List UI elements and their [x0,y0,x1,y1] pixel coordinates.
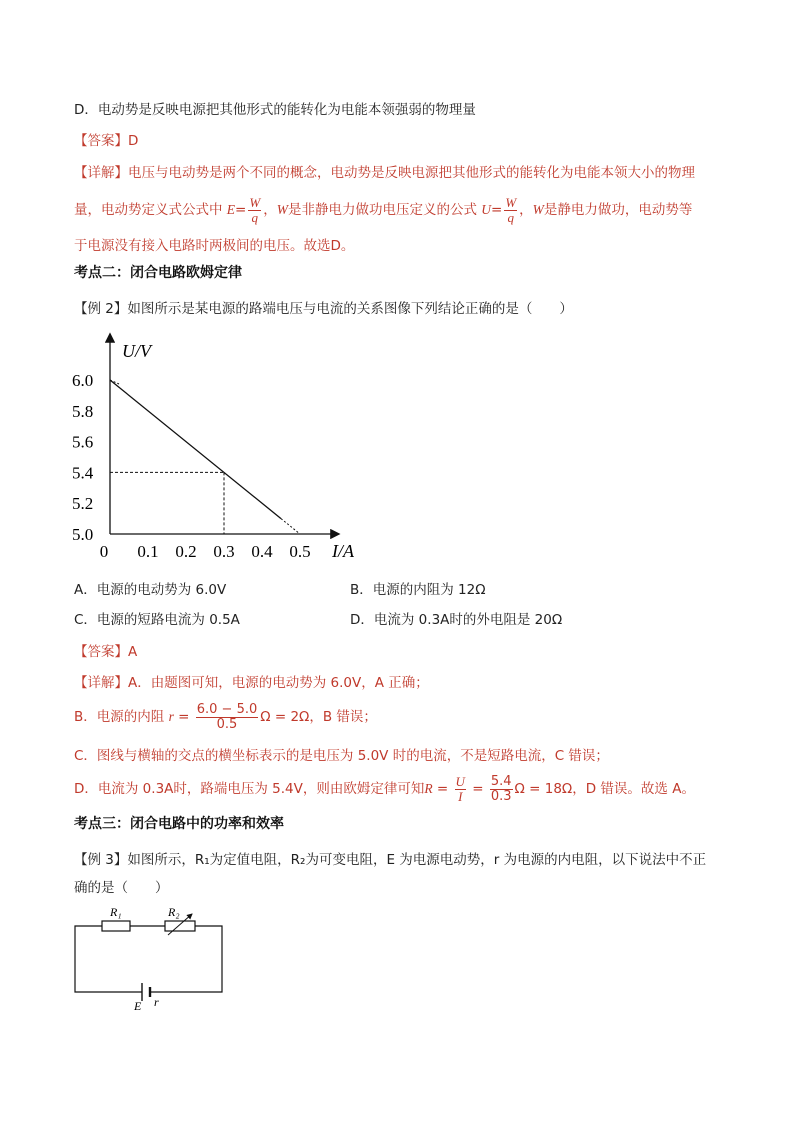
fraction-w-over-q [504,196,517,225]
wire [75,926,222,992]
y-tick-label: 5.2 [72,494,94,514]
detail-text: 是静电力做功，电动势等 [543,202,693,218]
detail-2-line-c: C．图线与横轴的交点的横坐标表示的是电压为 5.0V 时的电流，不是短路电流，C 错误； [74,748,609,764]
option-b[interactable]: B．电源的内阻为 12Ω [350,582,486,598]
resistor-r2 [165,921,195,931]
numerator: 6.0 − 5.0 [196,701,258,717]
example-2-question: 【例 2】如图所示是某电源的路端电压与电流的关系图像下列结论正确的是（ ） [74,301,573,317]
numerator: U [455,773,465,789]
answer-value: A [128,644,138,660]
fraction-values [490,775,513,804]
comma: ， [519,202,533,218]
detail-text: Ω = 2Ω，B 错误； [260,709,377,725]
fraction-u-over-i [455,775,466,804]
fraction-w-over-q [248,196,261,225]
y-tick-label: 5.0 [72,525,94,544]
denominator: I [458,788,463,804]
label-r: r [154,995,159,1009]
section-heading-2: 考点二：闭合电路欧姆定律 [74,265,242,281]
y-tick-label: 5.6 [72,432,94,452]
option-c[interactable]: C．电源的短路电流为 0.5A [74,612,240,628]
fraction-internal-resistance [196,703,259,732]
detail-tag: 【详解】 [74,165,128,181]
detail-text: B．电源的内阻 [74,709,169,725]
example-3-line-2: 确的是（ ） [74,880,169,896]
detail-2-line-d [74,772,695,806]
x-tick-label: 0.1 [137,542,159,561]
option-a[interactable]: A．电源的电动势为 6.0V [74,582,227,598]
denominator: 0.3 [490,788,512,804]
comma: ， [263,202,277,218]
x-tick-label: 0.3 [213,542,235,561]
x-tick-label: 0.2 [175,542,197,561]
section-heading-3: 考点三：闭合电路中的功率和效率 [74,816,284,832]
equals: = [432,781,453,797]
x-tick-label: 0.4 [251,542,273,561]
y-tick-label: 5.4 [72,463,94,483]
detail-text: Ω = 18Ω，D 错误。故选 A。 [514,781,695,797]
detail-text: 量，电动势定义式公式中 [74,202,227,218]
x-axis-label: I/A [332,541,354,561]
denominator: q [251,209,259,225]
var-u: U [481,202,491,217]
y-tick-label: 6.0 [72,371,94,390]
detail-text: A．由题图可知，电源的电动势为 6.0V，A 正确； [128,675,429,691]
var-w: W [276,202,288,217]
var-w: W [532,202,544,217]
var-e: E [226,202,236,217]
option-d[interactable]: D．电流为 0.3A时的外电阻是 20Ω [350,612,563,628]
detail-2-line-a [74,673,429,693]
dashed-extension [281,519,300,534]
option-d-text: D．电动势是反映电源把其他形式的能转化为电能本领强弱的物理量 [74,102,476,118]
denominator: q [507,209,514,225]
answer-tag: 【答案】 [74,133,128,149]
detail-1-line-3: 于电源没有接入电路时两极间的电压。故选D。 [74,238,355,254]
example-3-line-1: 【例 3】如图所示，R₁为定值电阻，R₂为可变电阻，E 为电源电动势，r 为电源的内电阻，以下说法中不正 [74,852,707,868]
detail-2-line-b [74,700,377,734]
x-tick-label: 0 [99,542,109,561]
detail-1-line-1 [74,163,695,183]
y-axis-label: U/V [122,341,151,361]
answer-1 [74,131,138,151]
circuit-diagram [70,902,230,1012]
resistor-r1 [102,921,130,931]
label-r2: R₂ [168,905,180,919]
label-r1: R₁ [110,905,122,919]
var-r-ext: R [424,781,433,796]
detail-tag: 【详解】 [74,675,128,691]
numerator: W [249,194,261,210]
answer-value: D [128,133,139,149]
detail-text: 是非静电力做功电压定义的公式 [287,202,482,218]
numerator: 5.4 [490,773,512,789]
data-line [110,380,281,519]
denominator: 0.5 [216,716,238,732]
var-r: r [168,709,174,724]
detail-text: 电压与电动势是两个不同的概念，电动势是反映电源把其他形式的能转化为电能本领大小的物理 [128,165,695,181]
equals: = [491,202,503,218]
numerator: W [505,194,517,210]
label-e: E [134,999,142,1012]
detail-text: D．电流为 0.3A时，路端电压为 5.4V，则由欧姆定律可知 [74,781,425,797]
equals: = [173,709,194,725]
x-tick-label: 0.5 [289,542,311,561]
equals: = [467,781,488,797]
y-tick-label: 5.8 [72,401,94,421]
equals: = [235,202,247,218]
answer-2 [74,642,137,662]
detail-1-line-2 [74,195,692,225]
u-i-chart [70,325,370,565]
answer-tag: 【答案】 [74,644,128,660]
